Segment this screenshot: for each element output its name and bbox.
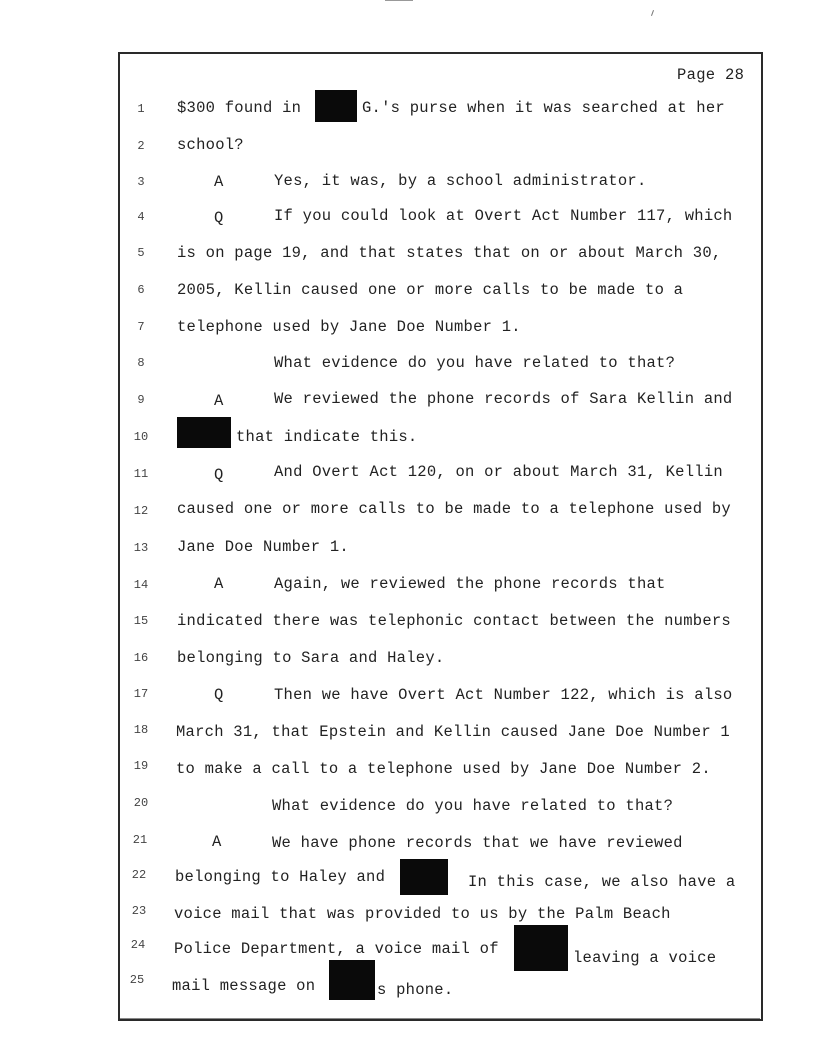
scan-mark bbox=[385, 0, 413, 1]
line-number: 14 bbox=[133, 578, 149, 592]
speaker-label: Q bbox=[214, 686, 224, 704]
line-number: 24 bbox=[130, 938, 146, 952]
line-number: 5 bbox=[137, 246, 145, 260]
line-text: We reviewed the phone records of Sara Kellin and bbox=[274, 390, 733, 408]
line-text: telephone used by Jane Doe Number 1. bbox=[177, 318, 521, 336]
line-number: 17 bbox=[133, 687, 149, 701]
line-text: And Overt Act 120, on or about March 31, Kellin bbox=[274, 463, 723, 481]
line-number: 12 bbox=[133, 504, 149, 518]
redaction-box bbox=[315, 90, 357, 122]
redaction-box bbox=[329, 960, 375, 1000]
line-text: belonging to Sara and Haley. bbox=[177, 649, 445, 667]
line-text: We have phone records that we have reviewed bbox=[272, 834, 683, 852]
speaker-label: A bbox=[214, 392, 224, 410]
line-text: G.'s purse when it was searched at her bbox=[362, 99, 725, 117]
line-number: 16 bbox=[133, 651, 149, 665]
line-number: 9 bbox=[137, 393, 145, 407]
scan-tick bbox=[651, 10, 654, 16]
line-number: 2 bbox=[137, 139, 145, 153]
line-number: 23 bbox=[131, 904, 147, 918]
line-text: caused one or more calls to be made to a telephone used by bbox=[177, 500, 731, 518]
line-number: 11 bbox=[133, 467, 149, 481]
line-number: 19 bbox=[133, 759, 149, 773]
frame-shadow bbox=[120, 1018, 760, 1023]
line-text: Police Department, a voice mail of bbox=[174, 940, 499, 958]
line-text: s phone. bbox=[377, 981, 454, 999]
page-number: Page 28 bbox=[677, 66, 745, 84]
line-number: 22 bbox=[131, 868, 147, 882]
line-text: 2005, Kellin caused one or more calls to be made to a bbox=[177, 281, 684, 299]
line-number: 8 bbox=[137, 356, 145, 370]
line-text: If you could look at Overt Act Number 117, which bbox=[274, 207, 733, 225]
speaker-label: Q bbox=[214, 209, 224, 227]
line-text: Again, we reviewed the phone records that bbox=[274, 575, 666, 593]
redaction-box bbox=[400, 859, 448, 895]
line-text: belonging to Haley and bbox=[175, 868, 386, 886]
line-text: to make a call to a telephone used by Jane Doe Number 2. bbox=[176, 760, 711, 778]
line-text: $300 found in bbox=[177, 99, 302, 117]
line-text: Yes, it was, by a school administrator. bbox=[274, 172, 647, 190]
line-text: is on page 19, and that states that on or about March 30, bbox=[177, 244, 722, 262]
line-text: leaving a voice bbox=[573, 949, 717, 967]
line-number: 21 bbox=[132, 833, 148, 847]
speaker-label: Q bbox=[214, 466, 224, 484]
line-text: mail message on bbox=[172, 977, 316, 995]
line-text: March 31, that Epstein and Kellin caused Jane Doe Number 1 bbox=[176, 723, 730, 741]
line-number: 20 bbox=[133, 796, 149, 810]
line-number: 10 bbox=[133, 430, 149, 444]
line-number: 18 bbox=[133, 723, 149, 737]
redaction-box bbox=[177, 417, 231, 448]
line-text: voice mail that was provided to us by the Palm Beach bbox=[174, 905, 671, 923]
line-number: 1 bbox=[137, 102, 145, 116]
line-text: Then we have Overt Act Number 122, which is also bbox=[274, 686, 733, 704]
line-number: 13 bbox=[133, 541, 149, 555]
line-number: 3 bbox=[137, 175, 145, 189]
speaker-label: A bbox=[214, 575, 224, 593]
line-text: indicated there was telephonic contact between the numbers bbox=[177, 612, 731, 630]
speaker-label: A bbox=[212, 833, 222, 851]
line-number: 4 bbox=[137, 210, 145, 224]
line-number: 6 bbox=[137, 283, 145, 297]
line-text: that indicate this. bbox=[236, 428, 418, 446]
line-text: school? bbox=[177, 136, 244, 154]
line-number: 25 bbox=[129, 973, 145, 987]
speaker-label: A bbox=[214, 173, 224, 191]
line-text: What evidence do you have related to that? bbox=[274, 354, 676, 372]
redaction-box bbox=[514, 925, 568, 971]
line-text: Jane Doe Number 1. bbox=[177, 538, 349, 556]
line-text: What evidence do you have related to that? bbox=[272, 797, 674, 815]
line-number: 15 bbox=[133, 614, 149, 628]
line-number: 7 bbox=[137, 320, 145, 334]
line-text: In this case, we also have a bbox=[468, 873, 736, 891]
